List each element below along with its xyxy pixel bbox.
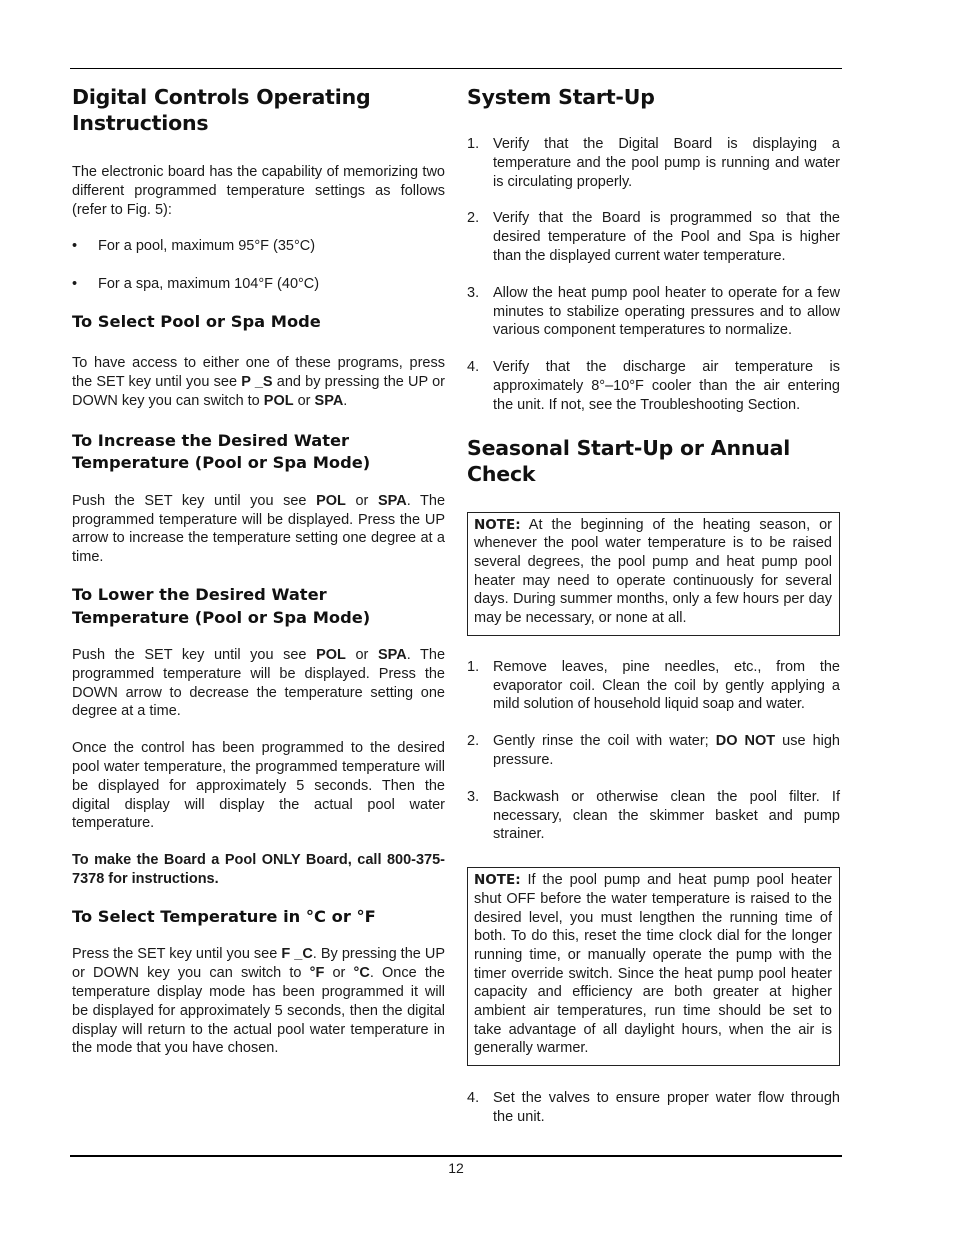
left-column	[72, 84, 445, 1058]
note-box-running-time: NOTE: If the pool pump and heat pump pool heater shut OFF before the water temperature is raised to the desired level, you must lengthen the running time of both. To do this, reset the time clock dial for the longer running time, or manually operate the pump with the timer override switch. Since the heat pump pool heater capacity and efficiency are both greater at higher ambient air temperatures, run time should be set to take advantage of all daylight hours, when the air is generally warmer.	[467, 867, 840, 1066]
select-mode-paragraph: To have access to either one of these programs, press the SET key until you see P _S and by pressing the UP or DOWN key you can switch to POL or SPA.	[72, 355, 445, 410]
list-item: 1. Verify that the Digital Board is displaying a temperature and the pool pump is running and water is circulating properly.	[467, 136, 840, 190]
lower-temp-paragraph: Push the SET key until you see POL or SPA. The programmed temperature will be displayed. Press the DOWN arrow to decrease the temperature setting one degree at a time.	[72, 647, 446, 720]
system-startup-title: System Start-Up	[467, 85, 655, 109]
bullet-icon: •	[72, 238, 78, 255]
bullet-pool-text: For a pool, maximum 95°F (35°C)	[98, 238, 316, 255]
top-rule	[70, 68, 842, 69]
note-box-heating-season: NOTE: At the beginning of the heating season, or whenever the pool water temperature is to be raised several degrees, the pool pump and heat pump pool heater may need to operate continuously for several days. During summer months, only a few hours per day may be necessary, or none at all.	[467, 512, 840, 636]
programmed-display-paragraph: Once the control has been programmed to the desired pool water temperature, the programmed temperature will be displayed for approximately 5 seconds. Then the digital display will display the actual pool water temperature.	[72, 740, 445, 832]
list-item: 4. Set the valves to ensure proper water flow through the unit.	[467, 1090, 840, 1125]
bottom-rule	[70, 1155, 842, 1157]
final-step-list	[467, 1089, 840, 1127]
bullet-spa-text: For a spa, maximum 104°F (40°C)	[98, 276, 320, 293]
bullet-pool	[72, 237, 445, 256]
list-item: 2. Gently rinse the coil with water; DO NOT use high pressure.	[467, 733, 841, 768]
intro-paragraph: The electronic board has the capability of memorizing two different programmed temperature settings as follows (refer to Fig. 5):	[72, 164, 445, 218]
bullet-spa	[72, 275, 445, 294]
page-number: 12	[448, 1160, 464, 1176]
select-mode-heading: To Select Pool or Spa Mode	[72, 311, 321, 331]
increase-temp-heading: To Increase the Desired Water Temperature (Pool or Spa Mode)	[72, 430, 371, 473]
seasonal-startup-title: Seasonal Start-Up or Annual Check	[467, 435, 791, 486]
right-column	[467, 84, 840, 1127]
startup-steps-list	[467, 135, 840, 415]
list-item: 4. Verify that the discharge air temperature is approximately 8°–10°F cooler than the air entering the unit. If not, see the Troubleshooting Section.	[467, 359, 840, 413]
seasonal-steps-list	[467, 658, 840, 844]
note-label: NOTE:	[474, 516, 521, 533]
select-temp-unit-heading: To Select Temperature in °C or °F	[72, 906, 376, 926]
list-item: 3. Allow the heat pump pool heater to operate for a few minutes to stabilize operating pressures and to allow various component temperatures to normalize.	[467, 284, 840, 339]
list-item: 3. Backwash or otherwise clean the pool filter. If necessary, clean the skimmer basket and pump strainer.	[467, 788, 840, 843]
list-item: 2. Verify that the Board is programmed so that the desired temperature of the Pool and Spa is higher than the displayed current water temperature.	[467, 210, 840, 264]
note-label: NOTE:	[474, 872, 521, 889]
pool-only-board-note: To make the Board a Pool ONLY Board, call 800-375-7378 for instructions.	[72, 852, 445, 888]
digital-controls-title: Digital Controls Operating Instructions	[72, 85, 371, 135]
lower-temp-heading: To Lower the Desired Water Temperature (Pool or Spa Mode)	[72, 585, 371, 627]
select-temp-unit-paragraph: Press the SET key until you see F _C. By pressing the UP or DOWN key you can switch to °F or °C. Once the temperature display mode has been programmed it will be displayed for approximately 5 seconds, then the digital display will return to the actual pool water temperature in the mode that you have chosen.	[72, 946, 446, 1057]
increase-temp-paragraph: Push the SET key until you see POL or SPA. The programmed temperature will be displayed. Press the UP arrow to increase the temperature setting one degree at a time.	[72, 492, 446, 566]
bullet-icon: •	[72, 276, 78, 293]
list-item: 1. Remove leaves, pine needles, etc., from the evaporator coil. Clean the coil by gently applying a mild solution of household liquid soap and water.	[467, 658, 840, 713]
